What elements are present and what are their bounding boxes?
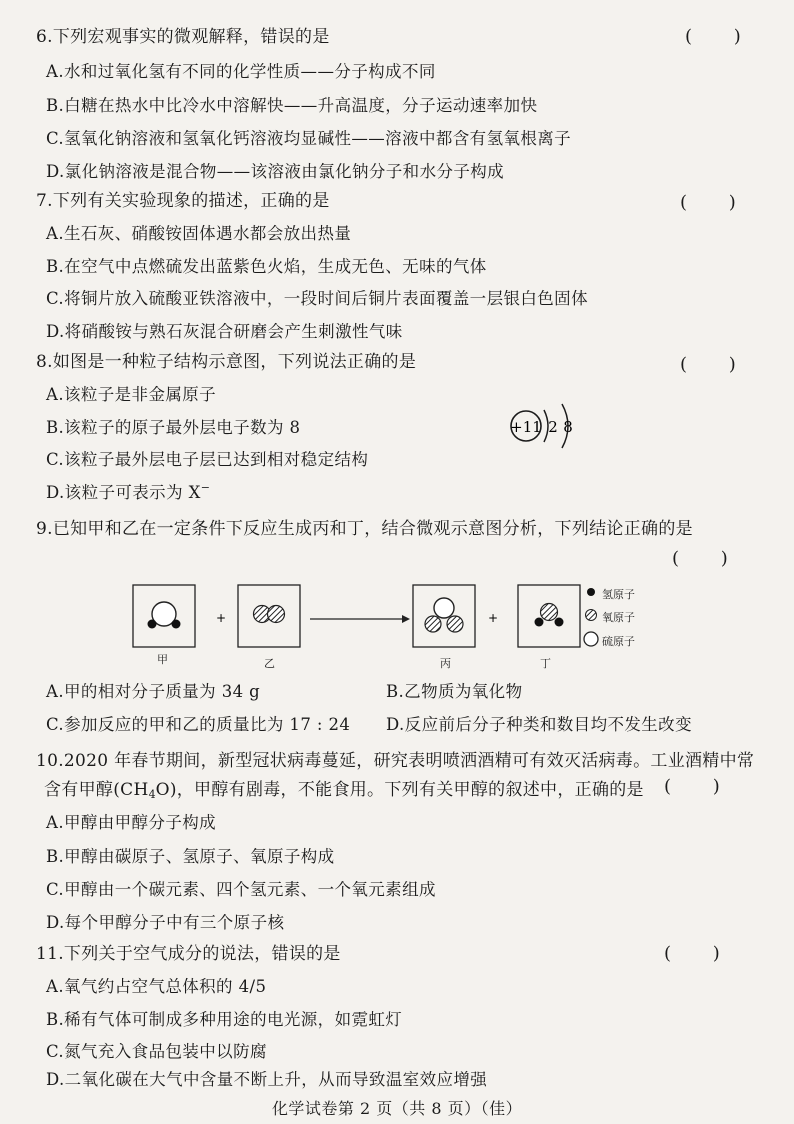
hydrogen-atom (148, 620, 157, 629)
oxygen-atom (425, 616, 441, 632)
hydrogen-atom (535, 618, 544, 627)
q6-option-d: D.氯化钠溶液是混合物——该溶液由氯化钠分子和水分子构成 (46, 162, 505, 181)
label-jia: 甲 (157, 653, 168, 666)
q11-option-b: B.稀有气体可制成多种用途的电光源，如霓虹灯 (46, 1010, 403, 1029)
sulfur-atom (434, 598, 454, 618)
legend-oxygen-icon (586, 610, 597, 621)
q8-option-b: B.该粒子的原子最外层电子数为 8 (46, 418, 301, 437)
q8-stem: 8.如图是一种粒子结构示意图，下列说法正确的是 (36, 352, 417, 372)
q9-option-a: A.甲的相对分子质量为 34 g (46, 682, 261, 701)
q10-stem-line1: 10.2020 年春节期间，新型冠状病毒蔓延，研究表明喷洒酒精可有效灭活病毒。工业酒精中常 (36, 751, 755, 771)
q7-option-c: C.将铜片放入硫酸亚铁溶液中，一段时间后铜片表面覆盖一层银白色固体 (46, 289, 588, 308)
hydrogen-atom (172, 620, 181, 629)
q10-option-a: A.甲醇由甲醇分子构成 (46, 813, 217, 832)
q11-stem: 11.下列关于空气成分的说法，错误的是 (36, 944, 341, 964)
legend-sulfur-icon (584, 632, 598, 646)
q10-answer-paren: ( ) (664, 776, 738, 797)
oxygen-atom (268, 606, 285, 623)
q10-option-b: B.甲醇由碳原子、氢原子、氧原子构成 (46, 847, 335, 866)
q8-option-a: A.该粒子是非金属原子 (46, 385, 217, 404)
oxygen-atom (541, 604, 558, 621)
oxygen-atom (447, 616, 463, 632)
arrow-head (402, 615, 410, 623)
q8-answer-paren: ( ) (680, 354, 754, 375)
q11-option-c: C.氮气充入食品包装中以防腐 (46, 1042, 267, 1061)
q10-stem-line2: 含有甲醇$(CH_4O)$，甲醇有剧毒，不能食用。下列有关甲醇的叙述中，正确的是 (44, 780, 644, 801)
q9-option-d: D.反应前后分子种类和数目均不发生改变 (386, 715, 692, 734)
q9-option-b: B.乙物质为氧化物 (386, 682, 523, 701)
legend-hydrogen-label: 氢原子 (602, 588, 635, 601)
q6-option-a: A.水和过氧化氢有不同的化学性质——分子构成不同 (46, 62, 436, 81)
legend-oxygen-label: 氧原子 (602, 611, 635, 624)
q9-stem: 9.已知甲和乙在一定条件下反应生成丙和丁，结合微观示意图分析，下列结论正确的是 (36, 519, 693, 539)
q11-answer-paren: ( ) (664, 943, 738, 964)
hydrogen-atom (555, 618, 564, 627)
shell-1-electrons: 2 (548, 418, 558, 436)
nucleus-charge: +11 (510, 418, 542, 436)
q6-option-c: C.氢氧化钠溶液和氢氧化钙溶液均显碱性——溶液中都含有氢氧根离子 (46, 129, 572, 148)
q7-option-a: A.生石灰、硝酸铵固体遇水都会放出热量 (46, 224, 352, 243)
label-yi: 乙 (264, 657, 275, 670)
q9-option-c: C.参加反应的甲和乙的质量比为 17 : 24 (46, 715, 351, 734)
q7-answer-paren: ( ) (680, 192, 754, 213)
q6-option-b: B.白糖在热水中比冷水中溶解快——升高温度，分子运动速率加快 (46, 96, 538, 115)
plus-sign: + (488, 611, 499, 625)
q7-option-d: D.将硝酸铵与熟石灰混合研磨会产生刺激性气味 (46, 322, 403, 341)
q8-option-d: D.该粒子可表示为 X− (46, 481, 210, 502)
legend-hydrogen-icon (587, 588, 595, 596)
label-ding: 丁 (540, 657, 551, 670)
q8-option-c: C.该粒子最外层电子层已达到相对稳定结构 (46, 450, 369, 469)
q10-option-d: D.每个甲醇分子中有三个原子核 (46, 913, 285, 932)
particle-structure-diagram (500, 398, 610, 468)
q7-option-b: B.在空气中点燃硫发出蓝紫色火焰，生成无色、无味的气体 (46, 257, 487, 276)
q9-answer-paren: ( ) (672, 548, 746, 569)
q11-option-d: D.二氧化碳在大气中含量不断上升，从而导致温室效应增强 (46, 1070, 488, 1089)
q6-stem: 6.下列宏观事实的微观解释，错误的是 (36, 27, 330, 47)
plus-sign: + (216, 611, 227, 625)
shell-2-electrons: 8 (563, 418, 573, 436)
q11-option-a: A.氧气约占空气总体积的 4/5 (46, 977, 267, 996)
q7-stem: 7.下列有关实验现象的描述，正确的是 (36, 191, 330, 211)
q10-option-c: C.甲醇由一个碳元素、四个氢元素、一个氧元素组成 (46, 880, 436, 899)
label-bing: 丙 (440, 657, 451, 670)
q6-answer-paren: ( ) (685, 26, 759, 47)
page-footer: 化学试卷第 2 页（共 8 页）（佳） (271, 1099, 523, 1118)
legend-sulfur-label: 硫原子 (602, 635, 635, 648)
